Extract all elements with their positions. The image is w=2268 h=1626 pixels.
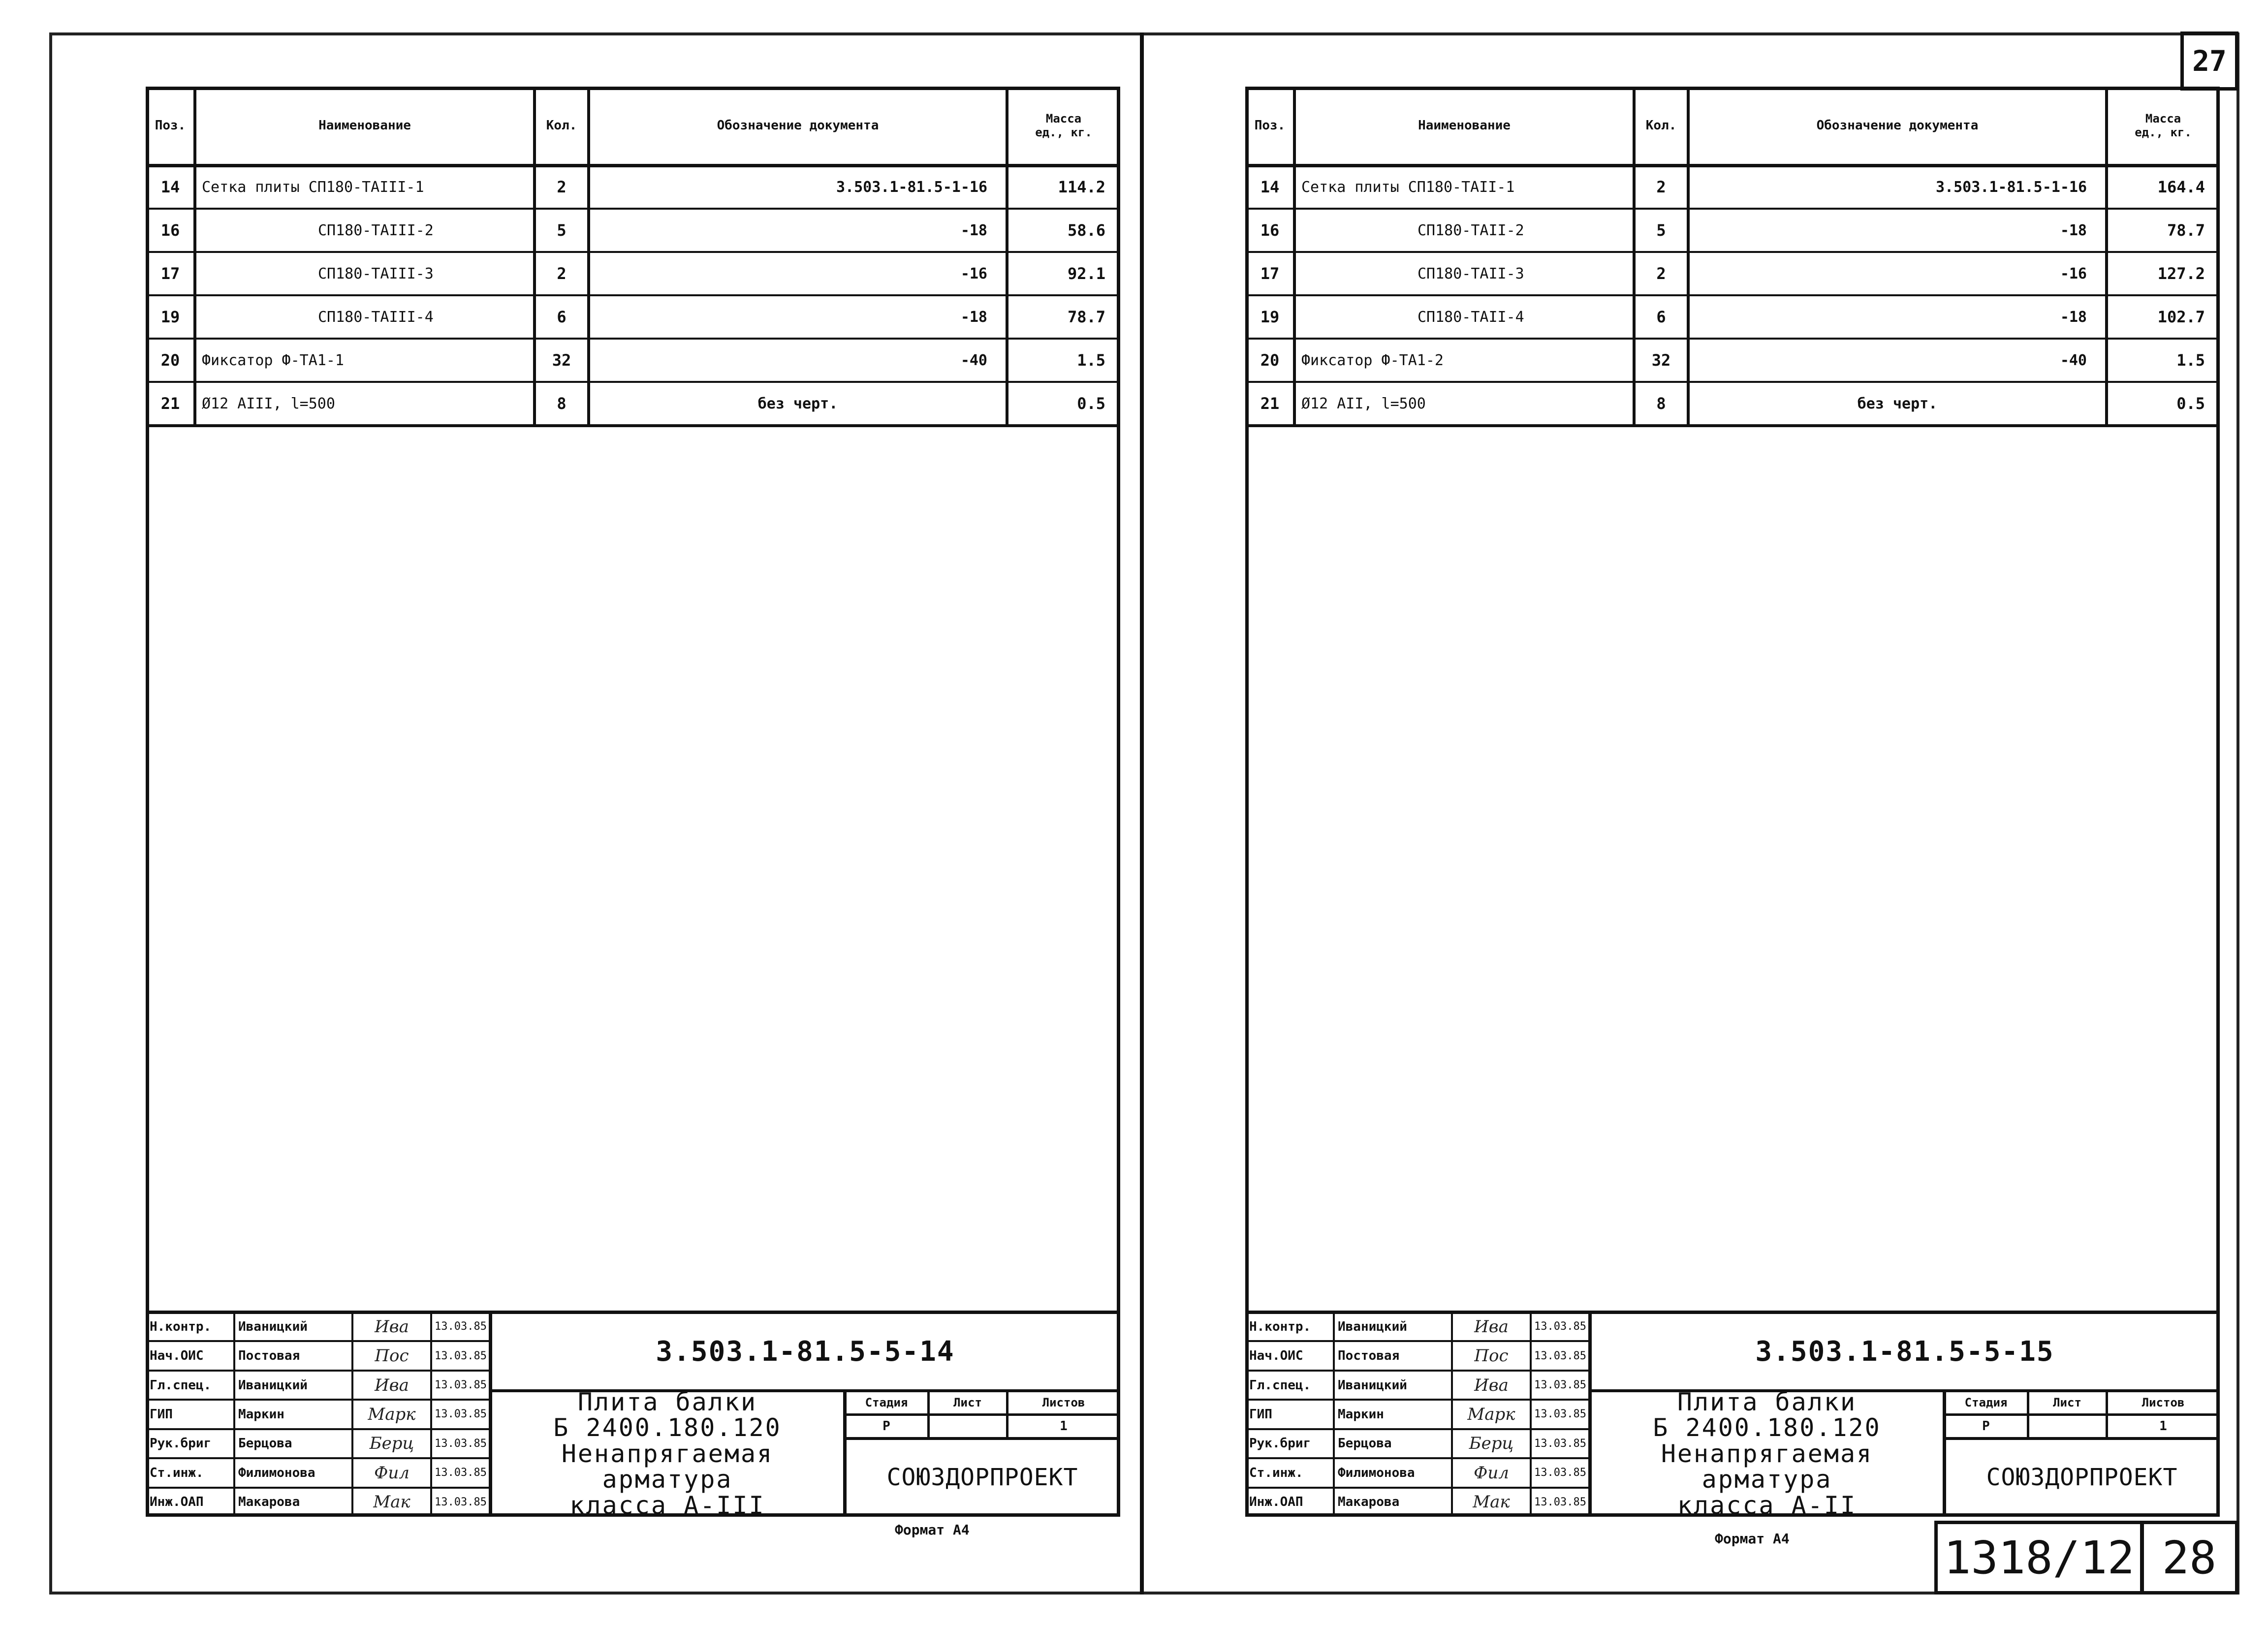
row-pos: 19 [160, 308, 180, 326]
sheet-right [1245, 87, 2220, 1520]
title-line: Ненапрягаемая арматура [1661, 1439, 1873, 1494]
signer-name: Иваницкий [238, 1377, 308, 1393]
header-pos: Поз. [155, 118, 186, 133]
stage-value-sheet [928, 1414, 1007, 1438]
signer-signature: Фил [1474, 1463, 1509, 1483]
row-pos: 20 [160, 351, 180, 370]
organization-name: СОЮЗДОРПРОЕКТ [1986, 1464, 2178, 1491]
title-line: Ненапрягаемая арматура [561, 1439, 774, 1494]
signer-name: Постовая [1338, 1348, 1400, 1364]
row-qty: 2 [557, 264, 567, 283]
stage-label-stage: Стадия [1964, 1396, 2008, 1409]
signer-role: Нач.ОИС [150, 1348, 204, 1364]
row-qty: 6 [557, 308, 567, 326]
signer-date: 13.03.85 [435, 1496, 487, 1508]
row-doc: -18 [2060, 221, 2087, 239]
signer-signature: Мак [373, 1492, 410, 1512]
row-doc: 3.503.1-81.5-1-16 [836, 178, 987, 196]
row-doc: без черт. [1857, 395, 1938, 412]
row-qty: 6 [1656, 308, 1666, 326]
signer-signature: Ива [1474, 1375, 1509, 1395]
row-pos: 17 [160, 264, 180, 283]
row-mass: 78.7 [2167, 221, 2205, 240]
row-pos: 19 [1260, 308, 1280, 326]
row-doc: -40 [960, 351, 987, 369]
document-code: 3.503.1-81.5-5-15 [1755, 1335, 2054, 1368]
signer-date: 13.03.85 [435, 1320, 487, 1333]
signer-date: 13.03.85 [1534, 1437, 1586, 1450]
signer-name: Иваницкий [1338, 1377, 1407, 1393]
title-line: Б 2400.180.120 [553, 1413, 782, 1442]
row-qty: 8 [557, 394, 567, 413]
signer-date: 13.03.85 [435, 1467, 487, 1479]
row-name: СП180-ТАII-2 [1418, 221, 1524, 239]
stage-value-stage: Р [882, 1419, 890, 1434]
signer-date: 13.03.85 [435, 1437, 487, 1450]
signer-name: Постовая [238, 1348, 300, 1364]
row-mass: 58.6 [1067, 221, 1105, 240]
archive-page-stamp [2140, 1521, 2238, 1595]
stage-value-sheets: 1 [1060, 1419, 1068, 1434]
row-name: СП180-ТАIII-4 [318, 308, 434, 326]
row-doc: -18 [960, 308, 987, 326]
header-name: Наименование [318, 118, 411, 133]
signer-role: Гл.спец. [1249, 1377, 1311, 1393]
row-name: СП180-ТАII-3 [1418, 265, 1524, 282]
signer-date: 13.03.85 [435, 1408, 487, 1421]
stage-label-sheet: Лист [953, 1396, 982, 1409]
signer-signature: Берц [1469, 1434, 1514, 1454]
signer-role: Ст.инж. [1249, 1465, 1303, 1480]
header-qty: Кол. [546, 118, 577, 133]
row-qty: 32 [552, 351, 571, 370]
signer-role: Гл.спец. [150, 1377, 212, 1393]
title-line: класса А-III [569, 1491, 765, 1520]
drawing-title [490, 1387, 845, 1520]
row-name: Фиксатор Ф-ТА1-1 [202, 351, 344, 369]
signer-date: 13.03.85 [435, 1379, 487, 1392]
signer-date: 13.03.85 [1534, 1349, 1586, 1362]
title-line: Плита балки [1677, 1387, 1857, 1416]
signer-name: Макарова [238, 1495, 300, 1510]
row-qty: 2 [557, 178, 567, 196]
stage-value-sheets: 1 [2159, 1419, 2167, 1434]
header-pos: Поз. [1254, 118, 1286, 133]
stage-label-sheet: Лист [2053, 1396, 2081, 1409]
row-name: Сетка плиты СП180-ТАIII-1 [202, 178, 424, 196]
row-mass: 0.5 [2176, 394, 2205, 413]
signer-role: Рук.бриг [150, 1436, 212, 1451]
stage-label-stage: Стадия [865, 1396, 908, 1409]
archive-page: 28 [2162, 1531, 2217, 1584]
row-pos: 14 [1260, 178, 1280, 196]
stage-value-stage: Р [1982, 1419, 1990, 1434]
signer-name: Маркин [1338, 1407, 1384, 1422]
title-line: Плита балки [577, 1387, 757, 1416]
row-name: СП180-ТАIII-3 [318, 265, 434, 282]
organization-name: СОЮЗДОРПРОЕКТ [886, 1464, 1078, 1491]
signer-role: Н.контр. [150, 1319, 212, 1334]
signer-name: Макарова [1338, 1495, 1400, 1510]
row-mass: 78.7 [1067, 308, 1105, 326]
header-doc: Обозначение документа [1816, 118, 1979, 133]
center-divider [1140, 32, 1144, 1595]
signer-signature: Мак [1473, 1492, 1510, 1512]
signer-role: Рук.бриг [1249, 1436, 1311, 1451]
signer-date: 13.03.85 [1534, 1496, 1586, 1508]
signer-date: 13.03.85 [1534, 1320, 1586, 1333]
signer-signature: Пос [375, 1346, 409, 1366]
signer-name: Филимонова [1338, 1465, 1415, 1480]
row-qty: 2 [1656, 264, 1666, 283]
signer-role: Н.контр. [1249, 1319, 1311, 1334]
row-qty: 2 [1656, 178, 1666, 196]
row-name: СП180-ТАIII-2 [318, 221, 434, 239]
archive-number-stamp [1934, 1521, 2144, 1595]
row-name: СП180-ТАII-4 [1418, 308, 1524, 326]
row-doc: -18 [2060, 308, 2087, 326]
stage-label-sheets: Листов [2142, 1396, 2185, 1409]
signer-signature: Марк [368, 1404, 416, 1424]
row-mass: 114.2 [1058, 178, 1105, 196]
row-doc: -16 [2060, 265, 2087, 282]
row-mass: 1.5 [1077, 351, 1105, 370]
row-qty: 32 [1651, 351, 1671, 370]
row-name: Ø12 АII, l=500 [1301, 395, 1426, 412]
row-pos: 16 [1260, 221, 1280, 240]
row-mass: 1.5 [2176, 351, 2205, 370]
document-code: 3.503.1-81.5-5-14 [656, 1335, 955, 1368]
signer-name: Берцова [238, 1436, 292, 1451]
signer-name: Иваницкий [1338, 1319, 1407, 1334]
signer-role: Инж.ОАП [1249, 1495, 1303, 1510]
signer-date: 13.03.85 [1534, 1379, 1586, 1392]
row-name: Ø12 АIII, l=500 [202, 395, 335, 412]
format-label-right: Формат А4 [1715, 1531, 1790, 1547]
row-qty: 8 [1656, 394, 1666, 413]
header-mass: Масса ед., кг. [2135, 112, 2192, 139]
row-mass: 92.1 [1067, 264, 1105, 283]
row-pos: 16 [160, 221, 180, 240]
row-pos: 20 [1260, 351, 1280, 370]
signer-date: 13.03.85 [1534, 1467, 1586, 1479]
signer-signature: Ива [375, 1375, 409, 1395]
row-mass: 164.4 [2157, 178, 2205, 196]
header-name: Наименование [1418, 118, 1511, 133]
sheet-left [146, 87, 1120, 1520]
signer-role: Нач.ОИС [1249, 1348, 1303, 1364]
header-mass: Масса ед., кг. [1035, 112, 1092, 139]
row-doc: -40 [2060, 351, 2087, 369]
signer-role: ГИП [150, 1407, 173, 1422]
header-qty: Кол. [1645, 118, 1677, 133]
row-mass: 102.7 [2157, 308, 2205, 326]
stage-value-sheet [2028, 1414, 2107, 1438]
signer-signature: Берц [369, 1434, 414, 1454]
archive-number: 1318/12 [1944, 1531, 2135, 1584]
signer-date: 13.03.85 [435, 1349, 487, 1362]
row-mass: 127.2 [2157, 264, 2205, 283]
signer-signature: Ива [375, 1316, 409, 1337]
row-doc: -18 [960, 221, 987, 239]
signer-role: ГИП [1249, 1407, 1272, 1422]
row-qty: 5 [1656, 221, 1666, 240]
signer-role: Ст.инж. [150, 1465, 204, 1480]
title-line: Б 2400.180.120 [1653, 1413, 1881, 1442]
row-qty: 5 [557, 221, 567, 240]
signer-name: Филимонова [238, 1465, 315, 1480]
row-name: Фиксатор Ф-ТА1-2 [1301, 351, 1444, 369]
row-doc: -16 [960, 265, 987, 282]
row-pos: 21 [160, 394, 180, 413]
signer-name: Иваницкий [238, 1319, 308, 1334]
row-mass: 0.5 [1077, 394, 1105, 413]
drawing-title [1590, 1387, 1944, 1520]
row-doc: 3.503.1-81.5-1-16 [1935, 178, 2087, 196]
signer-name: Маркин [238, 1407, 284, 1422]
signer-name: Берцова [1338, 1436, 1392, 1451]
signer-role: Инж.ОАП [150, 1495, 204, 1510]
title-line: класса А-II [1677, 1491, 1857, 1520]
signer-signature: Пос [1474, 1346, 1509, 1366]
signer-signature: Марк [1467, 1404, 1515, 1424]
signer-signature: Фил [374, 1463, 410, 1483]
stage-label-sheets: Листов [1042, 1396, 1085, 1409]
signer-signature: Ива [1474, 1316, 1509, 1337]
page-number: 27 [2192, 44, 2227, 78]
page-number-stamp [2180, 31, 2238, 91]
row-pos: 17 [1260, 264, 1280, 283]
format-label-left: Формат А4 [895, 1522, 970, 1538]
row-pos: 14 [160, 178, 180, 196]
row-name: Сетка плиты СП180-ТАII-1 [1301, 178, 1515, 196]
row-doc: без черт. [757, 395, 838, 412]
header-doc: Обозначение документа [717, 118, 879, 133]
signer-date: 13.03.85 [1534, 1408, 1586, 1421]
row-pos: 21 [1260, 394, 1280, 413]
